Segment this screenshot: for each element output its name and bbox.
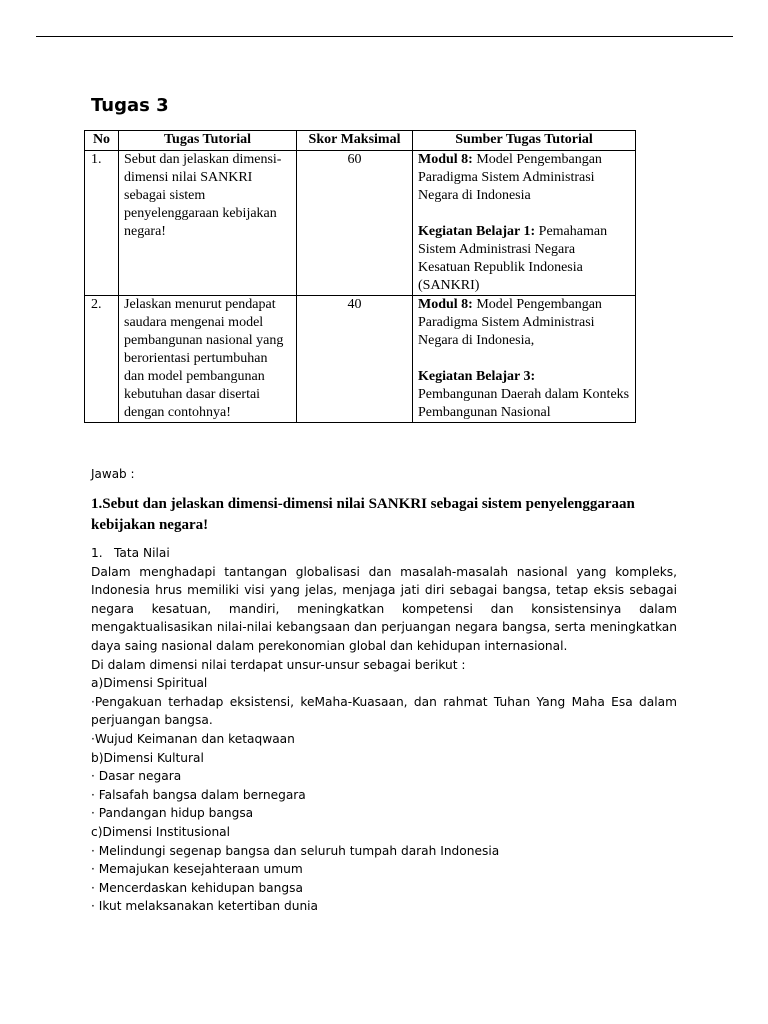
source-activity-text: Pemahaman Sistem Administrasi Negara Kesatuan Republik Indonesia (SANKRI): [418, 224, 608, 293]
row-number: 1.: [85, 151, 119, 296]
list-item: · Pandangan hidup bangsa: [91, 806, 254, 821]
header-tutorial: Tugas Tutorial: [119, 131, 297, 151]
answer-intro: Di dalam dimensi nilai terdapat unsur-unsur sebagai berikut :: [91, 657, 466, 672]
section-title: [91, 544, 677, 563]
row-tutorial: Sebut dan jelaskan dimensi-dimensi nilai SANKRI sebagai sistem penyelenggaraan kebijakan negara!: [119, 151, 297, 296]
list-item: · Mencerdaskan kehidupan bangsa: [91, 880, 303, 895]
header-rule: [36, 36, 733, 37]
row-number: 2.: [85, 296, 119, 423]
list-item: · Falsafah bangsa dalam bernegara: [91, 787, 306, 802]
source-module-text: Model Pengembangan Paradigma Sistem Administrasi Negara di Indonesia,: [418, 297, 602, 348]
source-module: [418, 296, 630, 350]
answer-question: 1.Sebut dan jelaskan dimensi-dimensi nilai SANKRI sebagai sistem penyelenggaraan kebijakan negara!: [91, 496, 635, 533]
source-module-label: Modul 8:: [418, 297, 473, 312]
section-number: 1.: [91, 546, 103, 560]
source-activity-label: Kegiatan Belajar 3:: [418, 369, 536, 384]
answer-label: Jawab :: [91, 467, 135, 481]
source-module-label: Modul 8:: [418, 152, 473, 167]
source-activity: [418, 223, 630, 295]
source-activity-text: Pembangunan Daerah dalam Konteks Pembangunan Nasional: [418, 387, 630, 420]
list-item: · Ikut melaksanakan ketertiban dunia: [91, 899, 319, 914]
list-item: · Memajukan kesejahteraan umum: [91, 862, 303, 877]
row-tutorial: Jelaskan menurut pendapat saudara mengenai model pembangunan nasional yang berorientasi pertumbuhan dan model pembangunan kebutuhan dasar disertai dengan contohnya!: [119, 296, 297, 423]
answer-paragraph: Dalam menghadapi tantangan globalisasi dan masalah-masalah nasional yang kompleks, Indonesia hrus memiliki visi yang jelas, menjaga jati diri sebagai bangsa, tetap eksis sebagai negara kesatuan, mandiri, meningkatkan kompetensi dan konsistensinya dalam mengaktualisasikan nilai-nilai kebangsaan dan perjuangan negara bangsa, serta meningkatkan daya saing nasional dalam perekonomian global dan kehidupan internasional.: [91, 564, 677, 653]
page-heading: Tugas 3: [91, 95, 169, 116]
header-score: Skor Maksimal: [297, 131, 413, 151]
dimension-institutional: c)Dimensi Institusional: [91, 824, 231, 839]
answer-body: [91, 544, 677, 916]
table-header-row: [85, 131, 636, 151]
header-no: No: [85, 131, 119, 151]
table-row: [85, 296, 636, 423]
source-module-text: Model Pengembangan Paradigma Sistem Administrasi Negara di Indonesia: [418, 152, 602, 203]
table-row: [85, 151, 636, 296]
list-item: ·Wujud Keimanan dan ketaqwaan: [91, 731, 295, 746]
list-item: · Melindungi segenap bangsa dan seluruh tumpah darah Indonesia: [91, 843, 500, 858]
dimension-cultural: b)Dimensi Kultural: [91, 750, 204, 765]
row-source: [413, 151, 636, 296]
task-table: [84, 130, 636, 423]
section-title-text: Tata Nilai: [114, 546, 170, 560]
source-module: [418, 151, 630, 205]
row-source: [413, 296, 636, 423]
row-score: 40: [297, 296, 413, 423]
header-source: Sumber Tugas Tutorial: [413, 131, 636, 151]
dimension-spiritual: a)Dimensi Spiritual: [91, 676, 208, 691]
row-score: 60: [297, 151, 413, 296]
source-activity: [418, 368, 630, 422]
source-activity-label: Kegiatan Belajar 1:: [418, 224, 536, 239]
list-item: ·Pengakuan terhadap eksistensi, keMaha-Kuasaan, dan rahmat Tuhan Yang Maha Esa dalam perjuangan bangsa.: [91, 694, 677, 728]
list-item: · Dasar negara: [91, 769, 182, 784]
